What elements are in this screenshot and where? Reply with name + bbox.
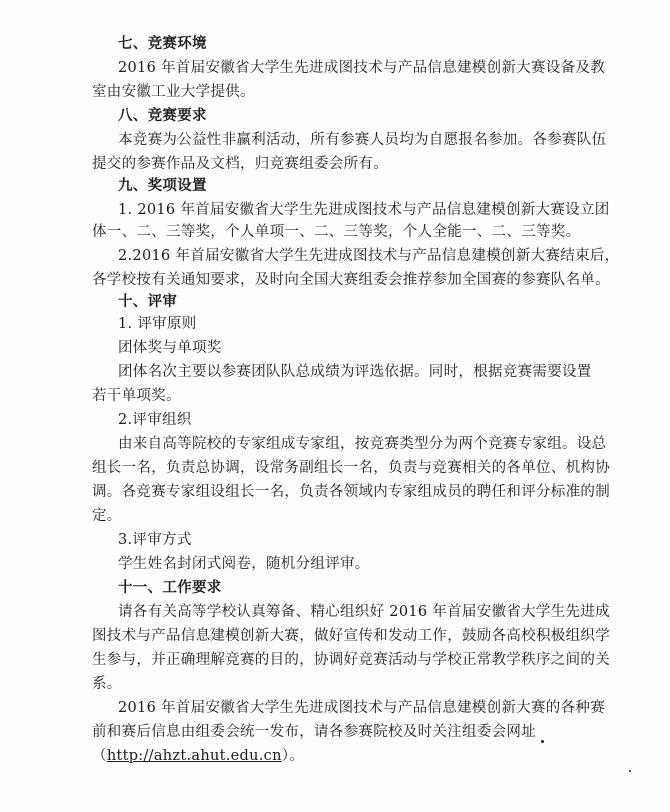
paragraph-line: 2016 年首届安徽省大学生先进成图技术与产品信息建模创新大赛设备及教 xyxy=(118,60,606,76)
paragraph-line: 本竞赛为公益性非赢利活动，所有参赛人员均为自愿报名参加。各参赛队伍 xyxy=(118,132,607,148)
paragraph-line: 2016 年首届安徽省大学生先进成图技术与产品信息建模创新大赛的各种赛 xyxy=(118,700,606,716)
paragraph-line: 提交的参赛作品及文档，归竞赛组委会所有。 xyxy=(92,156,388,172)
section-heading-8: 八、竞赛要求 xyxy=(118,107,207,124)
paragraph-line: 室由安徽工业大学提供。 xyxy=(92,84,255,100)
scan-speck xyxy=(629,770,631,772)
paragraph-line: 请各有关高等学校认真筹备、精心组织好 2016 年首届安徽省大学生先进成 xyxy=(118,604,610,620)
url-open-paren: （ xyxy=(92,748,107,764)
subheading: 1. 评审原则 xyxy=(118,316,197,332)
section-heading-10: 十、评审 xyxy=(118,293,178,310)
paragraph-line: 前和赛后信息由组委会统一发布，请各参赛院校及时关注组委会网址 xyxy=(92,724,536,740)
website-link[interactable]: http://ahzt.ahut.edu.cn xyxy=(106,748,282,764)
subheading: 2.评审组织 xyxy=(118,412,192,428)
subheading: 3.评审方式 xyxy=(118,532,192,548)
url-close-paren: ）。 xyxy=(281,748,305,764)
paragraph-line: 2.2016 年首届安徽省大学生先进成图技术与产品信息建模创新大赛结束后， xyxy=(118,248,620,264)
paragraph-line: 图技术与产品信息建模创新大赛，做好宣传和发动工作，鼓励各高校积极组织学 xyxy=(92,628,610,644)
paragraph-line: 调。各竞赛专家组设组长一名，负责各领域内专家组成员的聘任和评分标准的制 xyxy=(92,484,610,500)
paragraph-line: 学生姓名封闭式阅卷，随机分组评审。 xyxy=(118,556,370,572)
paragraph-line: 1. 2016 年首届安徽省大学生先进成图技术与产品信息建模创新大赛设立团 xyxy=(118,202,610,218)
section-heading-9: 九、奖项设置 xyxy=(118,177,207,194)
section-heading-7: 七、竞赛环境 xyxy=(118,35,207,52)
paragraph-line: 体一、二、三等奖，个人单项一、二、三等奖，个人全能一、二、三等奖。 xyxy=(92,224,581,240)
paragraph-line: 由来自高等院校的专家组成专家组，按竞赛类型分为两个竞赛专家组。设总 xyxy=(118,436,607,452)
section-heading-11: 十一、工作要求 xyxy=(118,579,222,596)
paragraph-line: 系。 xyxy=(92,676,122,692)
scan-speck xyxy=(541,740,544,743)
paragraph-line: 生参与，并正确理解竞赛的目的，协调好竞赛活动与学校正常教学秩序之间的关 xyxy=(92,652,610,668)
paragraph-line: 各学校按有关通知要求，及时向全国大赛组委会推荐参加全国赛的参赛队名单。 xyxy=(92,272,610,288)
paragraph-line: 团体名次主要以参赛团队队总成绩为评选依据。同时，根据竞赛需要设置 xyxy=(118,364,592,380)
url-line xyxy=(92,746,304,766)
paragraph-line: 组长一名，负责总协调，设常务副组长一名，负责与竞赛相关的各单位、机构协 xyxy=(92,460,610,476)
paragraph-line: 定。 xyxy=(92,508,122,524)
subheading: 团体奖与单项奖 xyxy=(118,340,222,356)
paragraph-line: 若干单项奖。 xyxy=(92,388,181,404)
